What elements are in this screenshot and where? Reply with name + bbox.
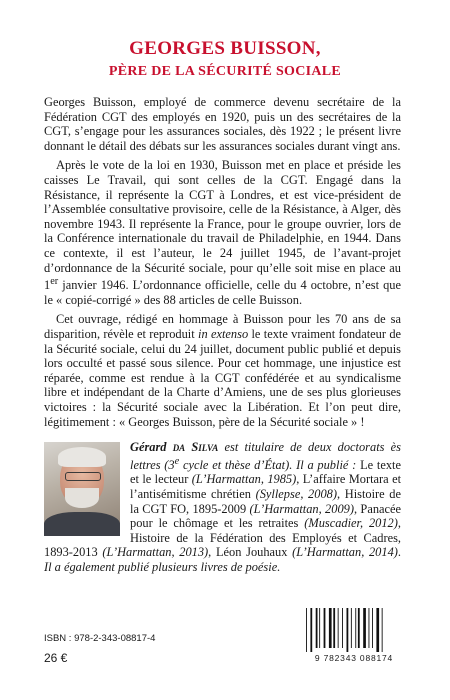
work-publisher: (L’Harmattan, 2013): [102, 545, 209, 560]
author-works-list: Le texte et le lecteur (L’Harmattan, 1985), L’affaire Mortara et l’antisémitisme chrétien (Syllepse, 2008), Histoire de la CGT FO, 1895-2009 (L’Harmattan, 2009), Panacée pour le chômage et les retraites (Muscadier, 2012), Histoire de la Fédération des Employés et Cadres, 1893-2013 (L’Harmattan, 2013), Léon Jouhaux (L’Harmattan, 2014).: [44, 457, 402, 560]
barcode-bar: [310, 608, 312, 652]
barcode-bar: [351, 608, 352, 648]
work-title: Le texte et le lecteur: [130, 457, 401, 487]
author-bio: Gérard da Silva est titulaire de deux doctorats ès lettres (3e cycle et thèse d’État). Il a publié : Le texte et le lecteur (L’Harmattan, 1985), L’affaire Mortara et l’antisémitisme chrétien (Syllepse, 2008), Histoire de la CGT FO, 1895-2009 (L’Harmattan, 2009), Panacée pour le chômage et les retraites (Muscadier, 2012), Histoire de la Fédération des Employés et Cadres, 1893-2013 (L’Harmattan, 2013), Léon Jouhaux (L’Harmattan, 2014). Il a également publié plusieurs livres de poésie.: [44, 440, 402, 574]
isbn: ISBN : 978-2-343-08817-4: [44, 633, 156, 644]
barcode-bar: [324, 608, 326, 648]
blurb: [44, 95, 401, 434]
blurb-paragraph-1: Georges Buisson, employé de commerce devenu secrétaire de la Fédération CGT des employés en 1920, puis un des secrétaires de la CGT, s’engage pour les assurances sociales, dès 1922 ; le présent livre donnant le détail des débats sur les assurances sociales durant vingt ans.: [44, 95, 401, 153]
author-name: Gérard da Silva: [130, 440, 219, 454]
work-title: Panacée pour le chômage et les retraites: [130, 501, 402, 531]
barcode-bar: [376, 608, 379, 652]
work-publisher: (L’Harmattan, 2014): [292, 545, 398, 560]
barcode-bar: [338, 608, 339, 648]
book-title: GEORGES BUISSON,: [129, 38, 321, 59]
barcode-bar: [358, 608, 360, 648]
barcode-bar: [382, 608, 383, 652]
work-publisher: (Syllepse, 2008): [255, 486, 337, 501]
work-publisher: (Muscadier, 2012): [304, 516, 398, 531]
barcode-bar: [316, 608, 318, 648]
barcode-bar: [355, 608, 356, 648]
barcode-bar: [319, 608, 320, 648]
work-title: Histoire de la Fédération des Employés et Cadres, 1893-2013: [44, 530, 401, 560]
work-publisher: (L’Harmattan, 1985): [191, 472, 297, 487]
blurb-paragraph-2: Après le vote de la loi en 1930, Buisson met en place et préside les caisses Le Travail, qui sont celles de la CGT. Engagé dans la Résistance, il représente la CGT à Londres, et est vice-président de l’Assemblée consultative provisoire, celle de la Résistance, à Alger, dès novembre 1943. Il représente la France, pour le groupe ouvrier, lors de la Conférence internationale du travail de Philadelphie, en 1944. Dans ce contexte, il est l’auteur, le 24 juillet 1945, de l’avant-projet d’ordonnance de la Sécurité sociale, pour qu’elle soit mise en place au 1er janvier 1946. L’ordonnance officielle, celle du 4 octobre, n’est que le « copié-corrigé » des 88 articles de celle Buisson.: [44, 158, 401, 307]
work-title: Léon Jouhaux: [211, 545, 293, 560]
work-publisher: (L’Harmattan, 2009): [249, 501, 354, 516]
book-subtitle: PÈRE DE LA SÉCURITÉ SOCIALE: [108, 64, 342, 79]
barcode-bar: [347, 608, 349, 652]
blurb-paragraph-3: Cet ouvrage, rédigé en hommage à Buisson pour les 70 ans de sa disparition, révèle et reproduit in extenso le texte vraiment fondateur de la Sécurité sociale, celui du 24 juillet, document public publié et depuis lors occulté et passé sous silence. Pour cet hommage, une injustice est réparée, comme est rendue à la CGT confédérée et au syndicalisme libre et indépendant de la Charte d’Amiens, une de ses plus glorieuses victoires : la Sécurité sociale avec la Libération. Et l’on peut dire, légitimement : « Georges Buisson, père de la Sécurité sociale » !: [44, 312, 402, 429]
barcode-bar: [369, 608, 370, 648]
barcode-bar: [306, 608, 307, 652]
barcode-bar: [372, 608, 373, 648]
barcode-bars: [304, 608, 404, 652]
work-title: Histoire de la CGT FO, 1895-2009: [130, 486, 402, 516]
price: 26 €: [44, 651, 68, 665]
barcode-bar: [342, 608, 343, 648]
barcode-bar: [329, 608, 332, 648]
barcode: [298, 606, 410, 666]
work-title: L’affaire Mortara et l’antisémitisme chrétien: [130, 472, 402, 501]
barcode-bar: [333, 608, 335, 648]
barcode-bar: [363, 608, 366, 648]
barcode-number: 9 782343 088174: [314, 653, 394, 663]
author-photo: [44, 442, 120, 536]
